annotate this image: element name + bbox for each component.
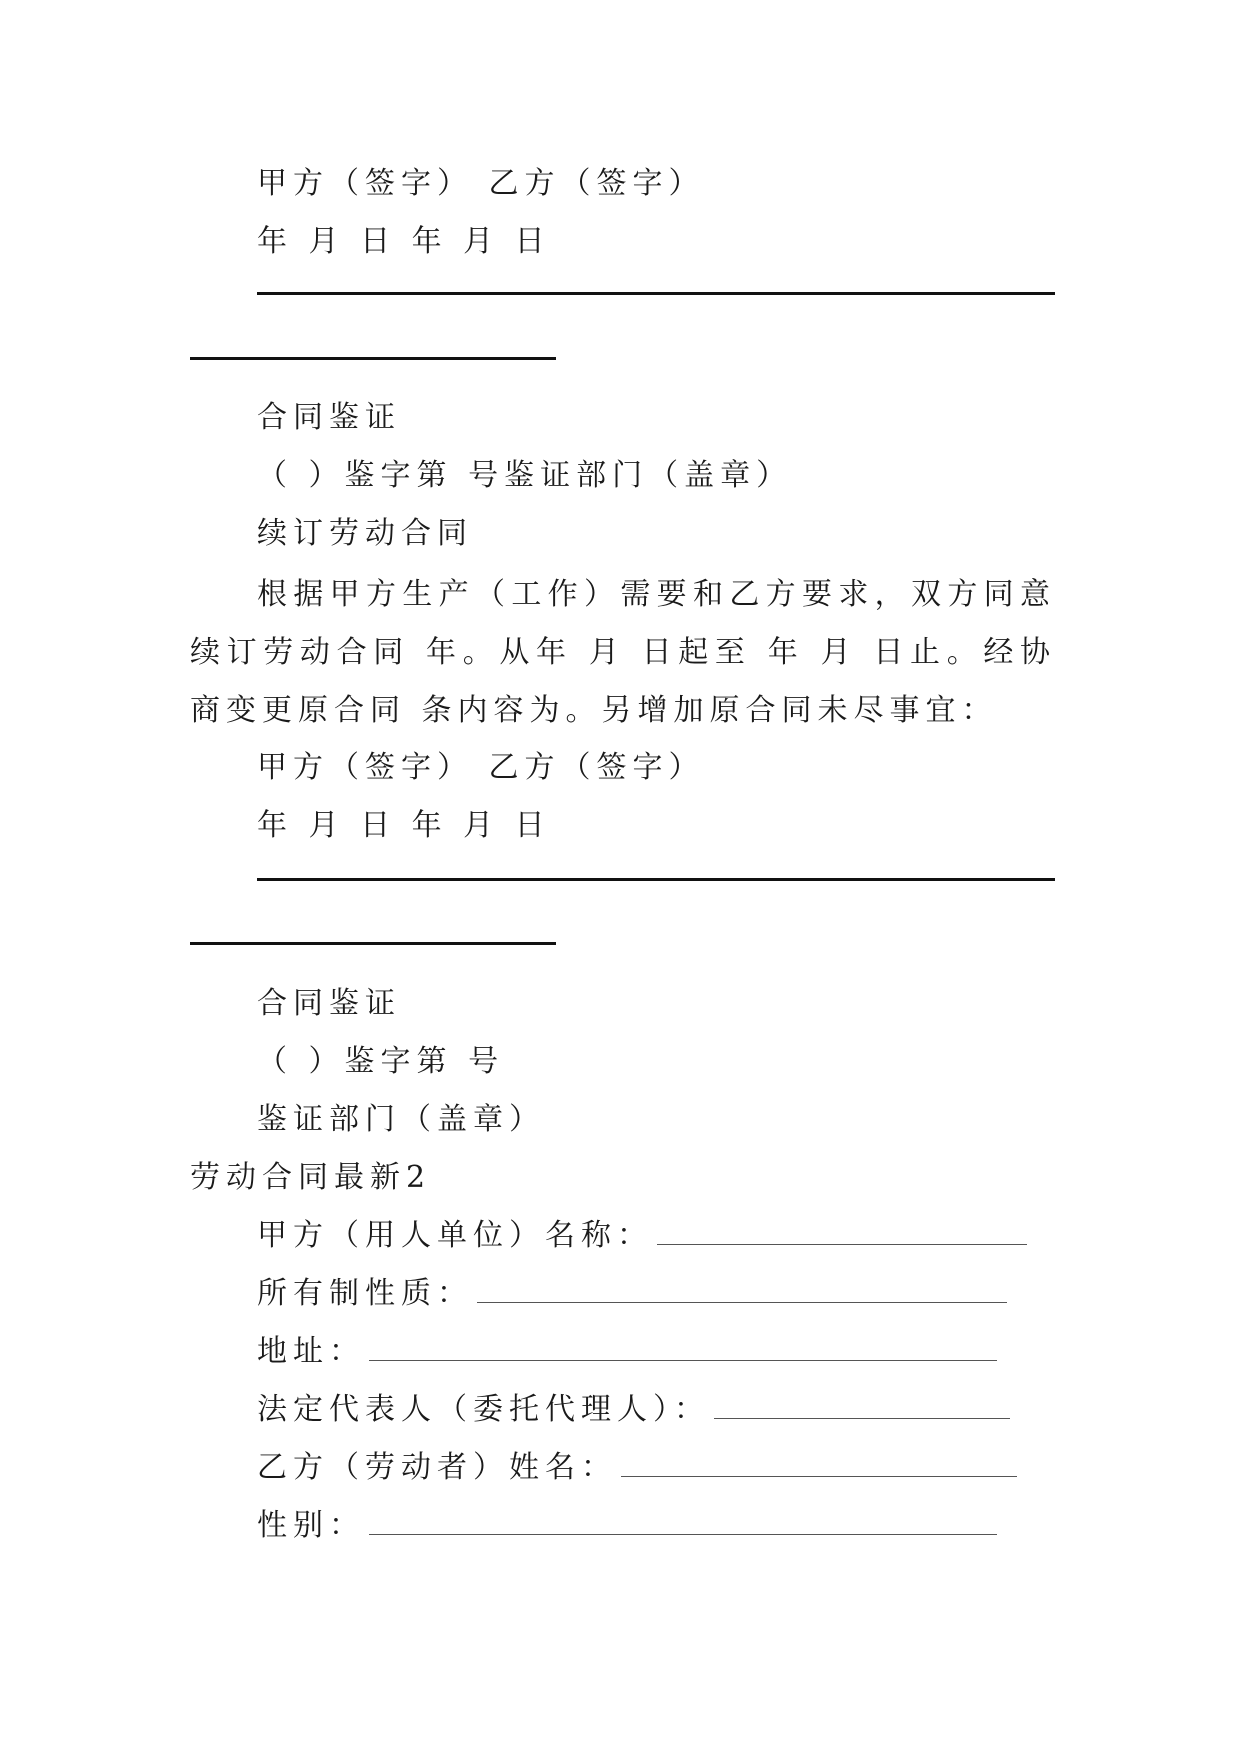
renewal-title: 续订劳动合同 bbox=[257, 516, 473, 551]
field-legal-representative bbox=[257, 1390, 1010, 1430]
field-label: 地址： bbox=[257, 1334, 365, 1369]
verification-title-1: 合同鉴证 bbox=[257, 400, 401, 435]
field-label: 乙方（劳动者）姓名： bbox=[257, 1450, 617, 1485]
signature-line-1: 甲方（签字） 乙方（签字） bbox=[257, 166, 705, 201]
separator-rule-2a bbox=[257, 878, 1055, 881]
contract-heading: 劳动合同最新2 bbox=[190, 1160, 432, 1195]
field-blank[interactable] bbox=[657, 1218, 1027, 1245]
field-blank[interactable] bbox=[369, 1508, 997, 1535]
verification-department: 鉴证部门（盖章） bbox=[257, 1102, 545, 1137]
signature-line-2: 甲方（签字） 乙方（签字） bbox=[257, 750, 705, 785]
field-label: 所有制性质： bbox=[257, 1276, 473, 1311]
field-label: 法定代表人（委托代理人）： bbox=[257, 1392, 710, 1427]
field-label: 甲方（用人单位）名称： bbox=[257, 1218, 653, 1253]
field-address bbox=[257, 1332, 997, 1372]
field-ownership bbox=[257, 1274, 1007, 1314]
field-employee-name bbox=[257, 1448, 1017, 1488]
field-label: 性别： bbox=[257, 1508, 365, 1543]
verification-title-2: 合同鉴证 bbox=[257, 986, 401, 1021]
date-line-1: 年 月 日 年 月 日 bbox=[257, 224, 551, 259]
separator-rule-1b bbox=[190, 357, 556, 360]
separator-rule-2b bbox=[190, 942, 556, 945]
field-blank[interactable] bbox=[369, 1334, 997, 1361]
field-blank[interactable] bbox=[714, 1392, 1010, 1419]
separator-rule-1a bbox=[257, 292, 1055, 295]
date-line-2: 年 月 日 年 月 日 bbox=[257, 808, 551, 843]
field-gender bbox=[257, 1506, 997, 1546]
verification-line-1: （ ）鉴字第 号鉴证部门（盖章） bbox=[257, 458, 793, 493]
field-employer-name bbox=[257, 1216, 1027, 1256]
verification-line-2: （ ）鉴字第 号 bbox=[257, 1044, 505, 1079]
field-blank[interactable] bbox=[621, 1450, 1017, 1477]
field-blank[interactable] bbox=[477, 1276, 1007, 1303]
renewal-body: 根据甲方生产（工作）需要和乙方要求，双方同意续订劳动合同 年。从年 月 日起至 年 月 日止。经协商变更原合同 条内容为。另增加原合同未尽事宜： bbox=[190, 577, 1056, 728]
